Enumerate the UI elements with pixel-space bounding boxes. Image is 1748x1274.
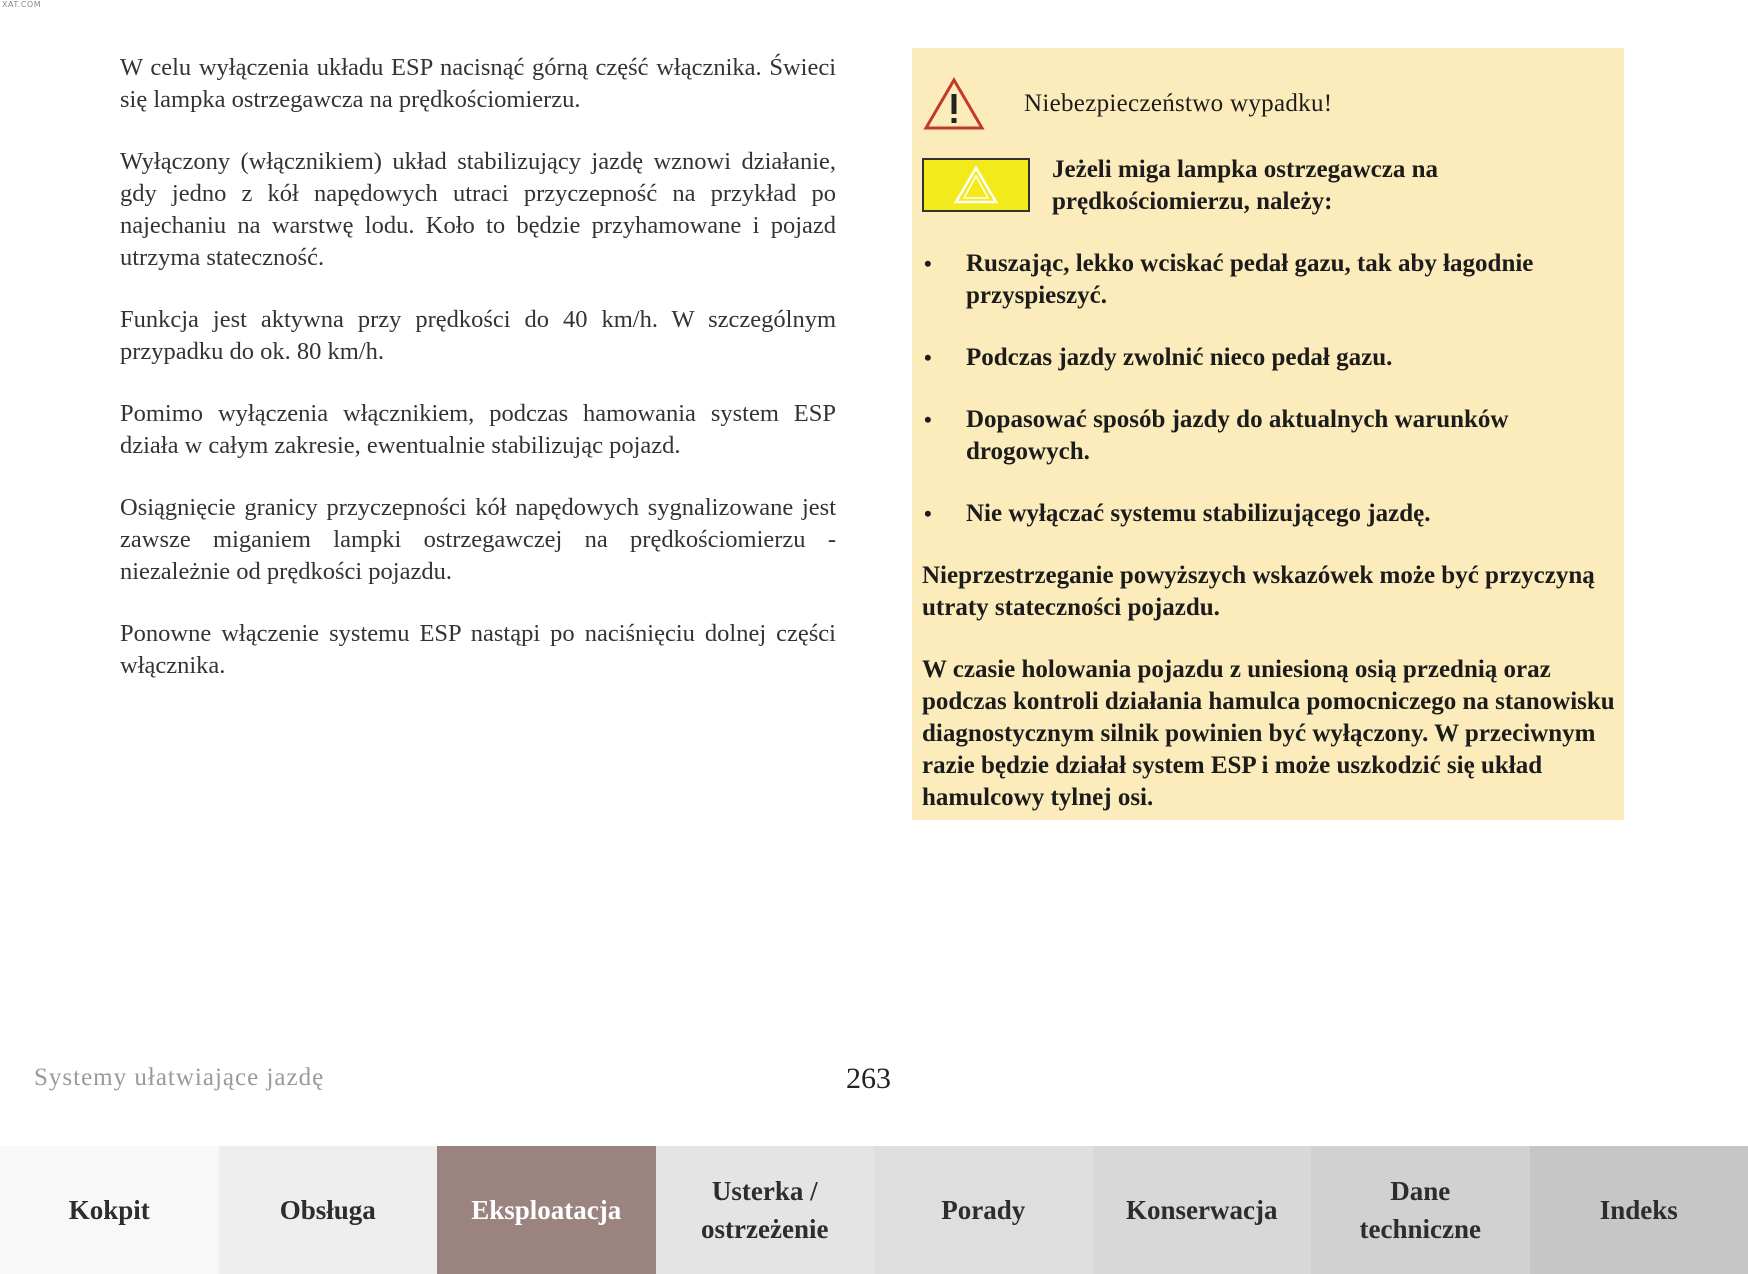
warning-paragraph-1: Nieprzestrzeganie powyższych wskazówek może być przyczyną utraty stateczności pojazdu. [922, 562, 1595, 621]
warning-paragraph-2: W czasie holowania pojazdu z uniesioną osią przednią oraz podczas kontroli działania hamulca pomocniczego na stanowisku diagnostycznym silnik powinien być wyłączony. W przeciwnym razie będzie działał system ESP i może uszkodzić się układ hamulcowy tylnej osi. [922, 656, 1615, 811]
paragraph: Funkcja jest aktywna przy prędkości do 40 km/h. W szczególnym przypadku do ok. 80 km/h. [120, 306, 836, 365]
section-label: Systemy ułatwiające jazdę [34, 1064, 325, 1091]
tab-label-line1: Dane [1390, 1176, 1451, 1206]
warning-title: Niebezpieczeństwo wypadku! [1024, 90, 1333, 117]
list-item: • Nie wyłączać systemu stabilizującego jazdę. [922, 498, 1616, 530]
flashing-lamp-row [922, 154, 1616, 218]
tab-label: Eksploatacja [471, 1195, 622, 1225]
tab-eksploatacja[interactable] [437, 1146, 656, 1274]
watermark: XAT.COM [2, 0, 42, 9]
tab-label: Porady [941, 1195, 1026, 1225]
tab-konserwacja[interactable] [1093, 1146, 1312, 1274]
warning-box [912, 48, 1624, 820]
tab-label-line2: ostrzeżenie [701, 1214, 829, 1244]
tab-obsluga[interactable] [219, 1146, 438, 1274]
tab-label-line1: Usterka / [711, 1176, 818, 1206]
warning-header [922, 76, 1616, 132]
tab-label-line2: techniczne [1359, 1214, 1481, 1244]
list-item: • Dopasować sposób jazdy do aktualnych warunków drogowych. [922, 404, 1616, 468]
list-item: • Ruszając, lekko wciskać pedał gazu, tak aby łagodnie przyspieszyć. [922, 248, 1616, 312]
tab-indeks[interactable] [1530, 1146, 1748, 1274]
paragraph: Ponowne włączenie systemu ESP nastąpi po naciśnięciu dolnej części włącznika. [120, 620, 836, 679]
main-text-column [120, 52, 836, 712]
tab-label [701, 1172, 828, 1248]
tab-label: Indeks [1599, 1195, 1678, 1225]
paragraph: Osiągnięcie granicy przyczepności kół napędowych sygnalizowane jest zawsze miganiem lampki ostrzegawczej na prędkościomierzu - niezależnie od prędkości pojazdu. [120, 494, 836, 585]
tab-label: Obsługa [279, 1195, 376, 1225]
tab-label: Kokpit [68, 1195, 150, 1225]
tab-porady[interactable] [874, 1146, 1093, 1274]
flash-text: Jeżeli miga lampka ostrzegawcza na prędkościomierzu, należy: [1052, 156, 1439, 215]
list-item: • Podczas jazdy zwolnić nieco pedał gazu. [922, 342, 1616, 374]
warning-triangle-icon [922, 76, 986, 132]
tab-usterka-ostrzezenie[interactable] [656, 1146, 875, 1274]
warning-bullet-list [922, 248, 1616, 530]
tab-label: Konserwacja [1126, 1195, 1278, 1225]
chapter-nav [0, 1146, 1748, 1274]
tab-label [1360, 1172, 1481, 1248]
paragraph: W celu wyłączenia układu ESP nacisnąć górną część włącznika. Świeci się lampka ostrzegawcza na prędkościomierzu. [120, 54, 836, 113]
page-number: 263 [846, 1062, 891, 1095]
paragraph: Wyłączony (włącznikiem) układ stabilizujący jazdę wznowi działanie, gdy jedno z kół napędowych utraci przyczepność na przykład po najechaniu na warstwę lodu. Koło to będzie przyhamowane i pojazd utrzyma stateczność. [120, 148, 836, 271]
paragraph: Pomimo wyłączenia włącznikiem, podczas hamowania system ESP działa w całym zakresie, ewentualnie stabilizując pojazd. [120, 400, 836, 459]
tab-dane-techniczne[interactable] [1311, 1146, 1530, 1274]
tab-kokpit[interactable] [0, 1146, 219, 1274]
warning-lamp-icon [922, 158, 1030, 212]
